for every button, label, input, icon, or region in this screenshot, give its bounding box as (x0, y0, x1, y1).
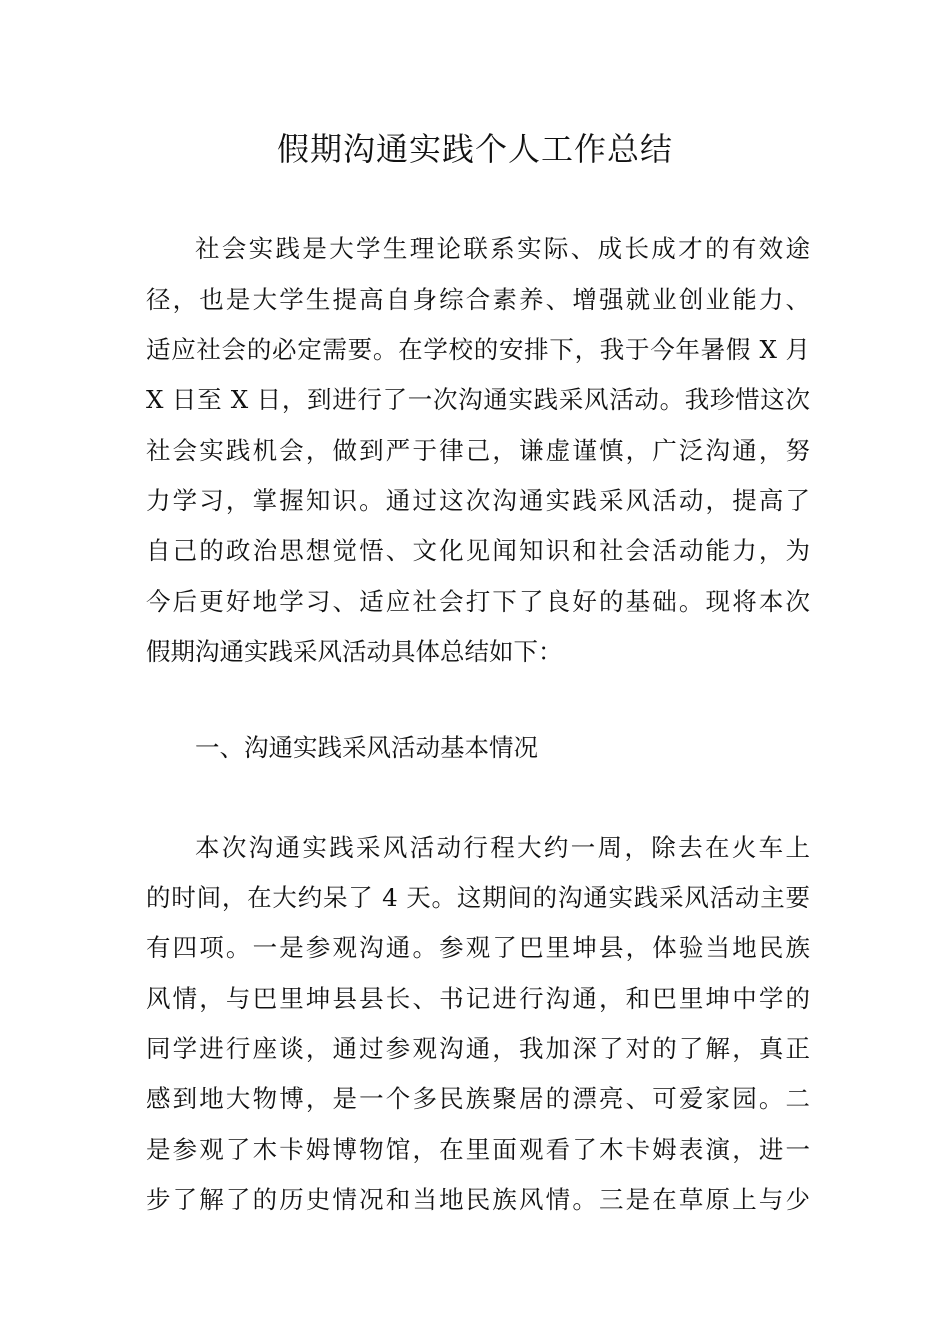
paragraph-1-line-1: 社会实践是大学生理论联系实际、成长成才的有效途 (195, 234, 810, 263)
paragraph-2-line-4: 风情，与巴里坤县县长、书记进行沟通，和巴里坤中学的 (146, 984, 810, 1013)
paragraph-1-line-3: 适应社会的必定需要。在学校的安排下，我于今年暑假 X 月 (146, 335, 810, 364)
section-1-heading: 一、沟通实践采风活动基本情况 (195, 733, 538, 762)
paragraph-2-line-5: 同学进行座谈，通过参观沟通，我加深了对的了解，真正 (146, 1034, 810, 1063)
paragraph-2-line-2: 的时间，在大约呆了 4 天。这期间的沟通实践采风活动主要 (146, 883, 810, 912)
paragraph-2-line-8: 步了解了的历史情况和当地民族风情。三是在草原上与少 (146, 1185, 810, 1214)
paragraph-2-line-3: 有四项。一是参观沟通。参观了巴里坤县，体验当地民族 (146, 933, 810, 962)
paragraph-1-line-5: 社会实践机会，做到严于律己，谦虚谨慎，广泛沟通，努 (146, 436, 810, 465)
paragraph-1-line-2: 径，也是大学生提高自身综合素养、增强就业创业能力、 (146, 285, 810, 314)
paragraph-2-line-6: 感到地大物博，是一个多民族聚居的漂亮、可爱家园。二 (146, 1084, 810, 1113)
document-title: 假期沟通实践个人工作总结 (276, 130, 673, 168)
paragraph-1-line-4: X 日至 X 日，到进行了一次沟通实践采风活动。我珍惜这次 (146, 385, 810, 414)
paragraph-1-line-8: 今后更好地学习、适应社会打下了良好的基础。现将本次 (146, 587, 810, 616)
paragraph-1-line-7: 自己的政治思想觉悟、文化见闻知识和社会活动能力，为 (146, 536, 810, 565)
paragraph-1-line-9: 假期沟通实践采风活动具体总结如下： (146, 637, 563, 666)
paragraph-1-line-6: 力学习，掌握知识。通过这次沟通实践采风活动，提高了 (146, 486, 810, 515)
paragraph-2-line-7: 是参观了木卡姆博物馆，在里面观看了木卡姆表演，进一 (146, 1135, 810, 1164)
paragraph-2-line-1: 本次沟通实践采风活动行程大约一周，除去在火车上 (195, 833, 810, 862)
